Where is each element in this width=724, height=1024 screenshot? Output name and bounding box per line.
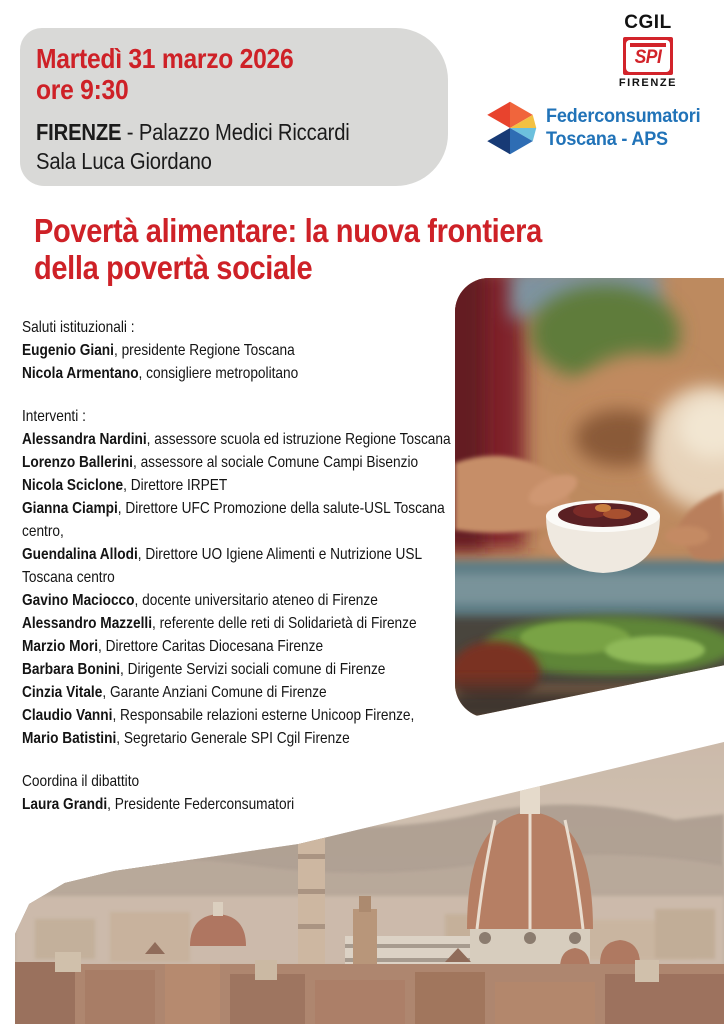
speaker-role: , Garante Anziani Comune di Firenze xyxy=(102,684,327,701)
speaker-line xyxy=(22,793,454,816)
federconsumatori-text-line2: Toscana - APS xyxy=(546,129,668,150)
speaker-line xyxy=(22,635,454,658)
federconsumatori-logo xyxy=(482,100,709,156)
speaker-name: Marzio Mori xyxy=(22,638,99,655)
speaker-line xyxy=(22,727,454,750)
speaker-name: Laura Grandi xyxy=(22,796,108,813)
speaker-line xyxy=(22,497,454,543)
cgil-spi-logo xyxy=(618,12,678,89)
speaker-role: , Presidente Federconsumatori xyxy=(107,796,295,813)
speaker-role: , Direttore UFC Promozione della salute-USL Toscana centro, xyxy=(22,500,445,540)
program-list xyxy=(22,316,454,816)
section-heading: Coordina il dibattito xyxy=(22,773,140,790)
spi-logo-box xyxy=(623,37,673,75)
speaker-role: , Segretario Generale SPI Cgil Firenze xyxy=(116,730,350,747)
program-section xyxy=(22,770,454,816)
federconsumatori-icon xyxy=(482,100,538,156)
speaker-role: , assessore scuola ed istruzione Regione Toscana xyxy=(146,431,451,448)
event-info-box xyxy=(20,28,448,186)
event-time: ore 9:30 xyxy=(36,74,129,105)
speaker-role: , presidente Regione Toscana xyxy=(113,342,295,359)
speaker-name: Cinzia Vitale xyxy=(22,684,103,701)
speaker-line xyxy=(22,451,454,474)
poster-title-line2: della povertà sociale xyxy=(34,249,313,286)
speaker-line xyxy=(22,474,454,497)
speaker-role: , Direttore UO Igiene Alimenti e Nutrizione USL Toscana centro xyxy=(22,546,422,586)
speaker-name: Nicola Sciclone xyxy=(22,477,124,494)
speaker-role: , docente universitario ateneo di Firenze xyxy=(134,592,378,609)
speaker-line xyxy=(22,362,454,385)
cgil-firenze-text: FIRENZE xyxy=(618,77,678,89)
event-venue-room: Sala Luca Giordano xyxy=(36,148,212,174)
speaker-name: Mario Batistini xyxy=(22,730,117,747)
event-date-line1: Martedì 31 marzo 2026 xyxy=(36,43,294,74)
program-section xyxy=(22,316,454,385)
speaker-role: , Responsabile relazioni esterne Unicoop Firenze, xyxy=(112,707,415,724)
food-photo-image xyxy=(455,278,724,718)
speaker-role: , consigliere metropolitano xyxy=(138,365,299,382)
event-venue xyxy=(36,118,458,176)
speaker-name: Alessandra Nardini xyxy=(22,431,147,448)
program-section xyxy=(22,405,454,750)
poster-title xyxy=(34,212,685,286)
speaker-line xyxy=(22,681,454,704)
speaker-name: Nicola Armentano xyxy=(22,365,139,382)
speaker-role: , Direttore Caritas Diocesana Firenze xyxy=(98,638,324,655)
speaker-line xyxy=(22,589,454,612)
poster-title-line1: Povertà alimentare: la nuova frontiera xyxy=(34,212,542,249)
speaker-role: , assessore al sociale Comune Campi Bisenzio xyxy=(132,454,419,471)
speaker-line xyxy=(22,428,454,451)
speaker-line xyxy=(22,612,454,635)
food-photo xyxy=(455,278,724,718)
speaker-name: Eugenio Giani xyxy=(22,342,114,359)
event-date xyxy=(36,43,458,105)
speaker-role: , referente delle reti di Solidarietà di Firenze xyxy=(152,615,417,632)
section-heading: Interventi : xyxy=(22,408,86,425)
section-heading: Saluti istituzionali : xyxy=(22,319,135,336)
spi-logo-text: SPI xyxy=(634,47,662,68)
speaker-role: , Direttore IRPET xyxy=(123,477,228,494)
speaker-line xyxy=(22,339,454,362)
speaker-name: Claudio Vanni xyxy=(22,707,113,724)
event-city: FIRENZE xyxy=(36,119,122,145)
event-venue-name: - Palazzo Medici Riccardi xyxy=(121,119,350,145)
speaker-line xyxy=(22,704,454,727)
speaker-name: Gavino Maciocco xyxy=(22,592,135,609)
speaker-line xyxy=(22,543,454,589)
speaker-name: Barbara Bonini xyxy=(22,661,121,678)
speaker-name: Guendalina Allodi xyxy=(22,546,138,563)
speaker-name: Lorenzo Ballerini xyxy=(22,454,133,471)
cgil-logo-text: CGIL xyxy=(624,12,672,33)
speaker-name: Gianna Ciampi xyxy=(22,500,118,517)
speaker-line xyxy=(22,658,454,681)
speaker-role: , Dirigente Servizi sociali comune di Firenze xyxy=(120,661,386,678)
federconsumatori-text-line1: Federconsumatori xyxy=(546,106,701,127)
speaker-name: Alessandro Mazzelli xyxy=(22,615,153,632)
